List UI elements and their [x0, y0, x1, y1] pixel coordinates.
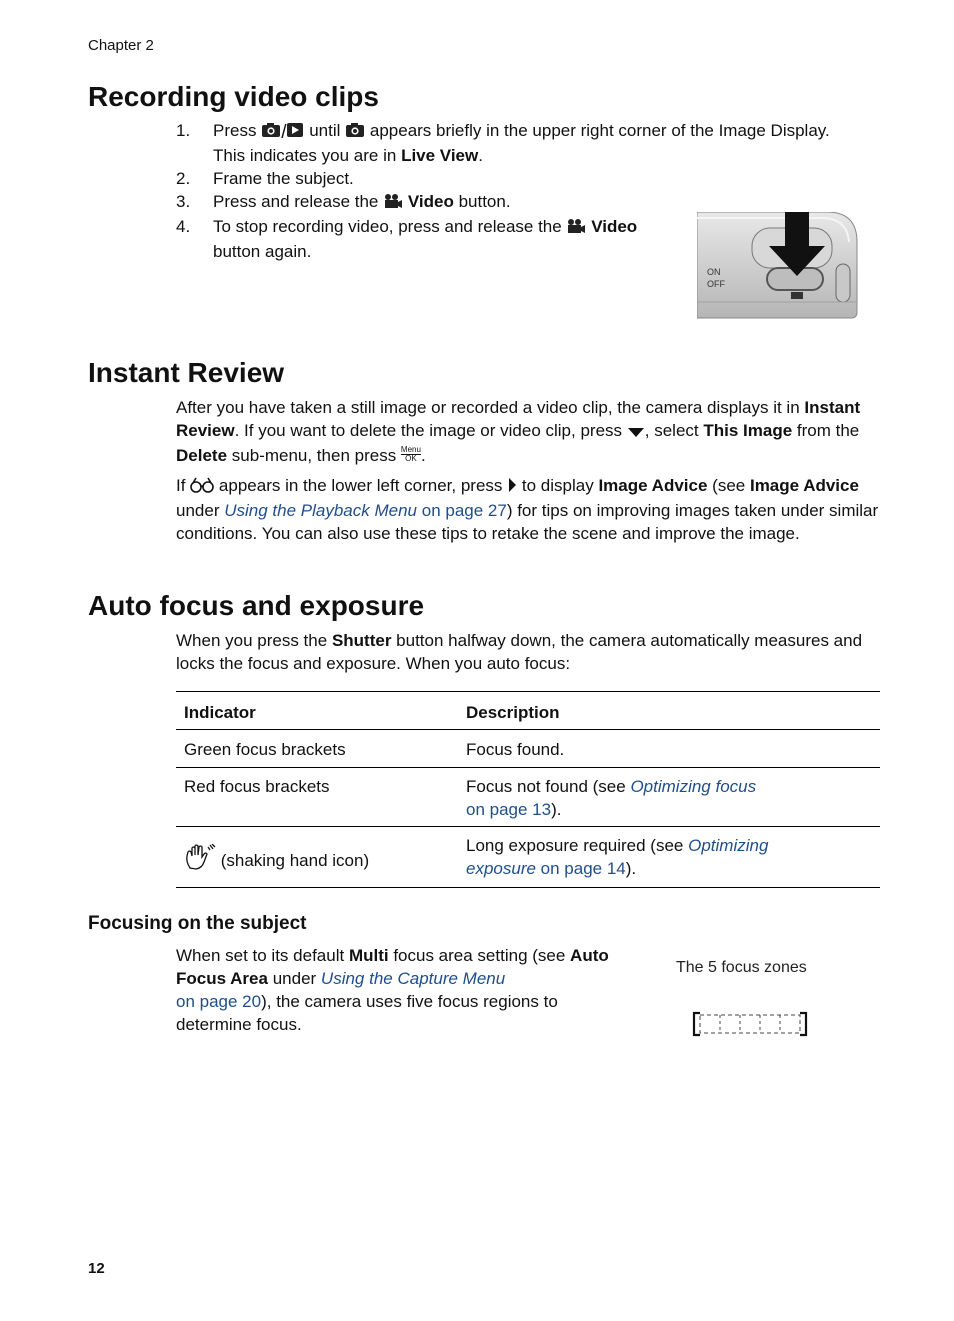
step-4: 4. To stop recording video, press and release the Video button again.: [176, 217, 638, 261]
section-title-recording: Recording video clips: [88, 81, 379, 112]
optimizing-focus-link[interactable]: Optimizing focus: [630, 777, 757, 796]
step-3: 3. Press and release the Video button.: [176, 190, 896, 215]
description-cell: Focus found.: [466, 740, 565, 759]
table-row: [176, 767, 880, 827]
table-header-description: Description: [466, 703, 560, 722]
auto-focus-intro: When you press the Shutter button halfway down, the camera automatically measures and locks the focus and exposure. When you auto focus:: [176, 631, 863, 673]
section-title-instant-review: Instant Review: [88, 357, 285, 388]
page-14-link[interactable]: on page 14: [540, 859, 626, 878]
page-20-link[interactable]: on page 20: [176, 992, 262, 1011]
section-title-auto-focus: Auto focus and exposure: [88, 590, 425, 621]
step-2: 2. Frame the subject.: [176, 169, 354, 188]
page-13-link[interactable]: on page 13: [466, 800, 552, 819]
playback-icon: [286, 121, 304, 144]
video-button-illustration: [697, 212, 859, 320]
optimizing-exposure-link[interactable]: Optimizing: [688, 836, 769, 855]
menu-ok-icon: Menu OK: [400, 445, 421, 463]
video-icon: [566, 217, 586, 240]
capture-menu-link[interactable]: Using the Capture Menu: [320, 969, 506, 988]
down-arrow-icon: [627, 421, 645, 444]
glasses-icon: [190, 476, 214, 499]
focus-zones-graphic: [690, 1011, 810, 1037]
table-header-indicator: Indicator: [184, 703, 256, 722]
optimizing-exposure-link-cont[interactable]: exposure: [466, 859, 536, 878]
indicator-cell: Red focus brackets: [184, 777, 330, 796]
indicator-cell: Green focus brackets: [184, 740, 346, 759]
instant-review-paragraph-2: If appears in the lower left corner, press to display Image Advice (see Image Advice under Using the Playback Menu on page 27) for tips on improving images taken under similar conditions. You can also use these tips to retake the scene and improve the image.: [176, 476, 879, 543]
focusing-paragraph: When set to its default Multi focus area setting (see Auto Focus Area under Using the Capture Menu on page 20), the camera uses five focus regions to determine focus.: [176, 946, 609, 1034]
focus-indicator-table: [176, 691, 880, 887]
instant-review-paragraph-1: After you have taken a still image or recorded a video clip, the camera displays it in Instant Review. If you want to delete the image or video clip, press , select This Image from the Delete sub-menu, then press Menu OK .: [176, 398, 861, 465]
description-cell: Focus not found (see Optimizing focus on page 13).: [466, 777, 757, 819]
camera-icon: [261, 121, 281, 144]
table-header-row: [176, 691, 880, 730]
focus-zones-caption: The 5 focus zones: [676, 959, 807, 976]
off-label: OFF: [707, 279, 725, 289]
playback-menu-link[interactable]: Using the Playback Menu: [224, 501, 417, 520]
description-cell: Long exposure required (see Optimizing exposure on page 14).: [466, 836, 769, 878]
camera-icon: [345, 121, 365, 144]
indicator-cell: (shaking hand icon): [184, 844, 369, 876]
page-27-link[interactable]: on page 27: [421, 501, 507, 520]
on-label: ON: [707, 267, 721, 277]
shaking-hand-icon: [184, 844, 216, 876]
page-number: 12: [88, 1260, 105, 1277]
table-row: [176, 729, 880, 768]
video-icon: [383, 192, 403, 215]
slash-divider-icon: /: [281, 122, 287, 143]
step-1: 1. Press / until appears briefly in the upper right corner of the Image Display. This indicates you are in Live View.: [176, 121, 830, 165]
right-arrow-icon: [507, 476, 517, 499]
chapter-header: Chapter 2: [88, 37, 154, 54]
table-row: [176, 826, 880, 888]
subsection-title-focusing: Focusing on the subject: [88, 913, 307, 934]
